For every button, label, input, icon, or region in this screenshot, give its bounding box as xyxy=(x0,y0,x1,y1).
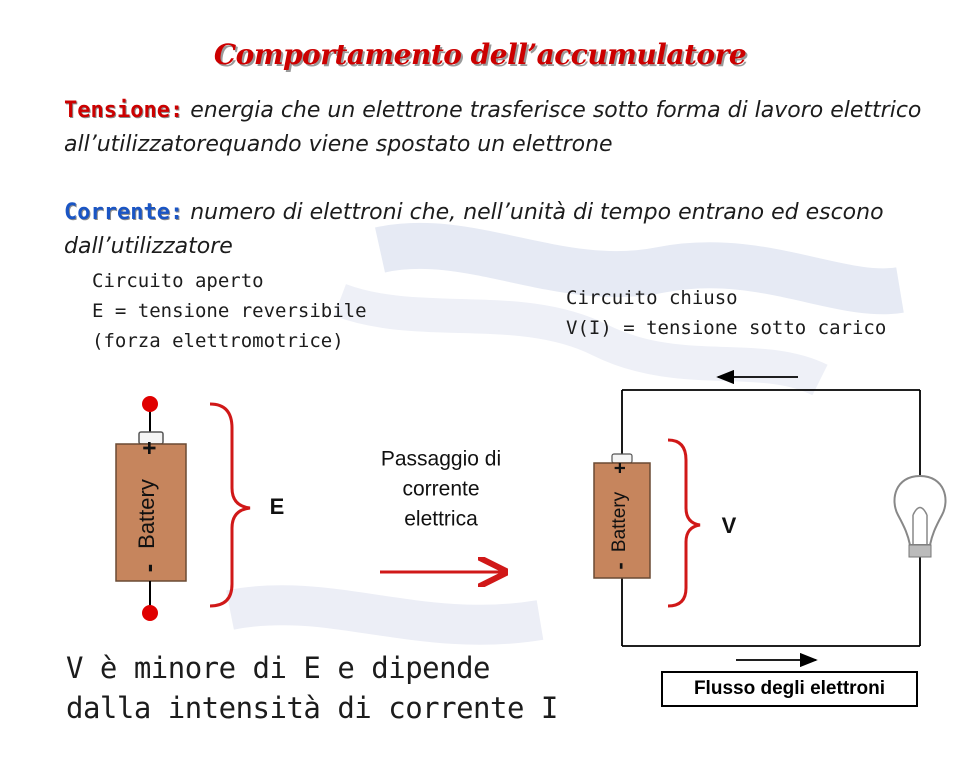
right-battery-label: Battery xyxy=(609,491,631,553)
open-circuit-line3: (forza elettromotrice) xyxy=(92,330,344,352)
conclusion-line1: V è minore di E e dipende xyxy=(66,651,490,685)
passage-text xyxy=(381,448,501,531)
left-bottom-terminal xyxy=(142,605,158,621)
passage-line1: Passaggio di xyxy=(380,447,502,471)
right-battery-cap xyxy=(612,454,632,463)
open-circuit-line1: Circuito aperto xyxy=(92,270,264,292)
e-label: E xyxy=(269,493,285,519)
closed-circuit-line1: Circuito chiuso xyxy=(566,287,738,309)
closed-circuit xyxy=(594,377,946,660)
passage-line3: elettrica xyxy=(404,507,478,531)
bulb-icon xyxy=(894,476,945,557)
left-top-terminal xyxy=(142,396,158,412)
closed-circuit-line2: V(I) = tensione sotto carico xyxy=(566,317,887,339)
tensione-text: energia che un elettrone trasferisce sotto forma di lavoro elettrico all’utilizzatorequando viene spostato un elettrone xyxy=(64,98,922,157)
left-battery xyxy=(116,396,186,621)
right-minus-sign: - xyxy=(606,562,632,570)
left-minus-sign: - xyxy=(132,563,163,573)
conclusion-line2: dalla intensità di corrente I xyxy=(66,691,558,725)
open-circuit-line2: E = tensione reversibile xyxy=(92,300,367,322)
left-plus-sign: + xyxy=(136,440,164,456)
left-brace xyxy=(210,404,250,606)
v-label: V xyxy=(721,512,737,538)
conclusion xyxy=(66,648,558,728)
left-battery-label: Battery xyxy=(133,479,159,549)
page-title: Comportamento dell’accumulatore xyxy=(213,38,747,71)
passage-line2: corrente xyxy=(402,477,480,501)
right-brace xyxy=(668,440,700,606)
electron-flow-label: Flusso degli elettroni xyxy=(661,671,918,707)
corrente-text: numero di elettroni che, nell’unità di tempo entrano ed escono dall’utilizzatore xyxy=(64,200,884,259)
corrente-keyword: Corrente: xyxy=(64,200,184,225)
right-plus-sign: + xyxy=(609,462,632,474)
tensione-keyword: Tensione: xyxy=(64,98,184,123)
